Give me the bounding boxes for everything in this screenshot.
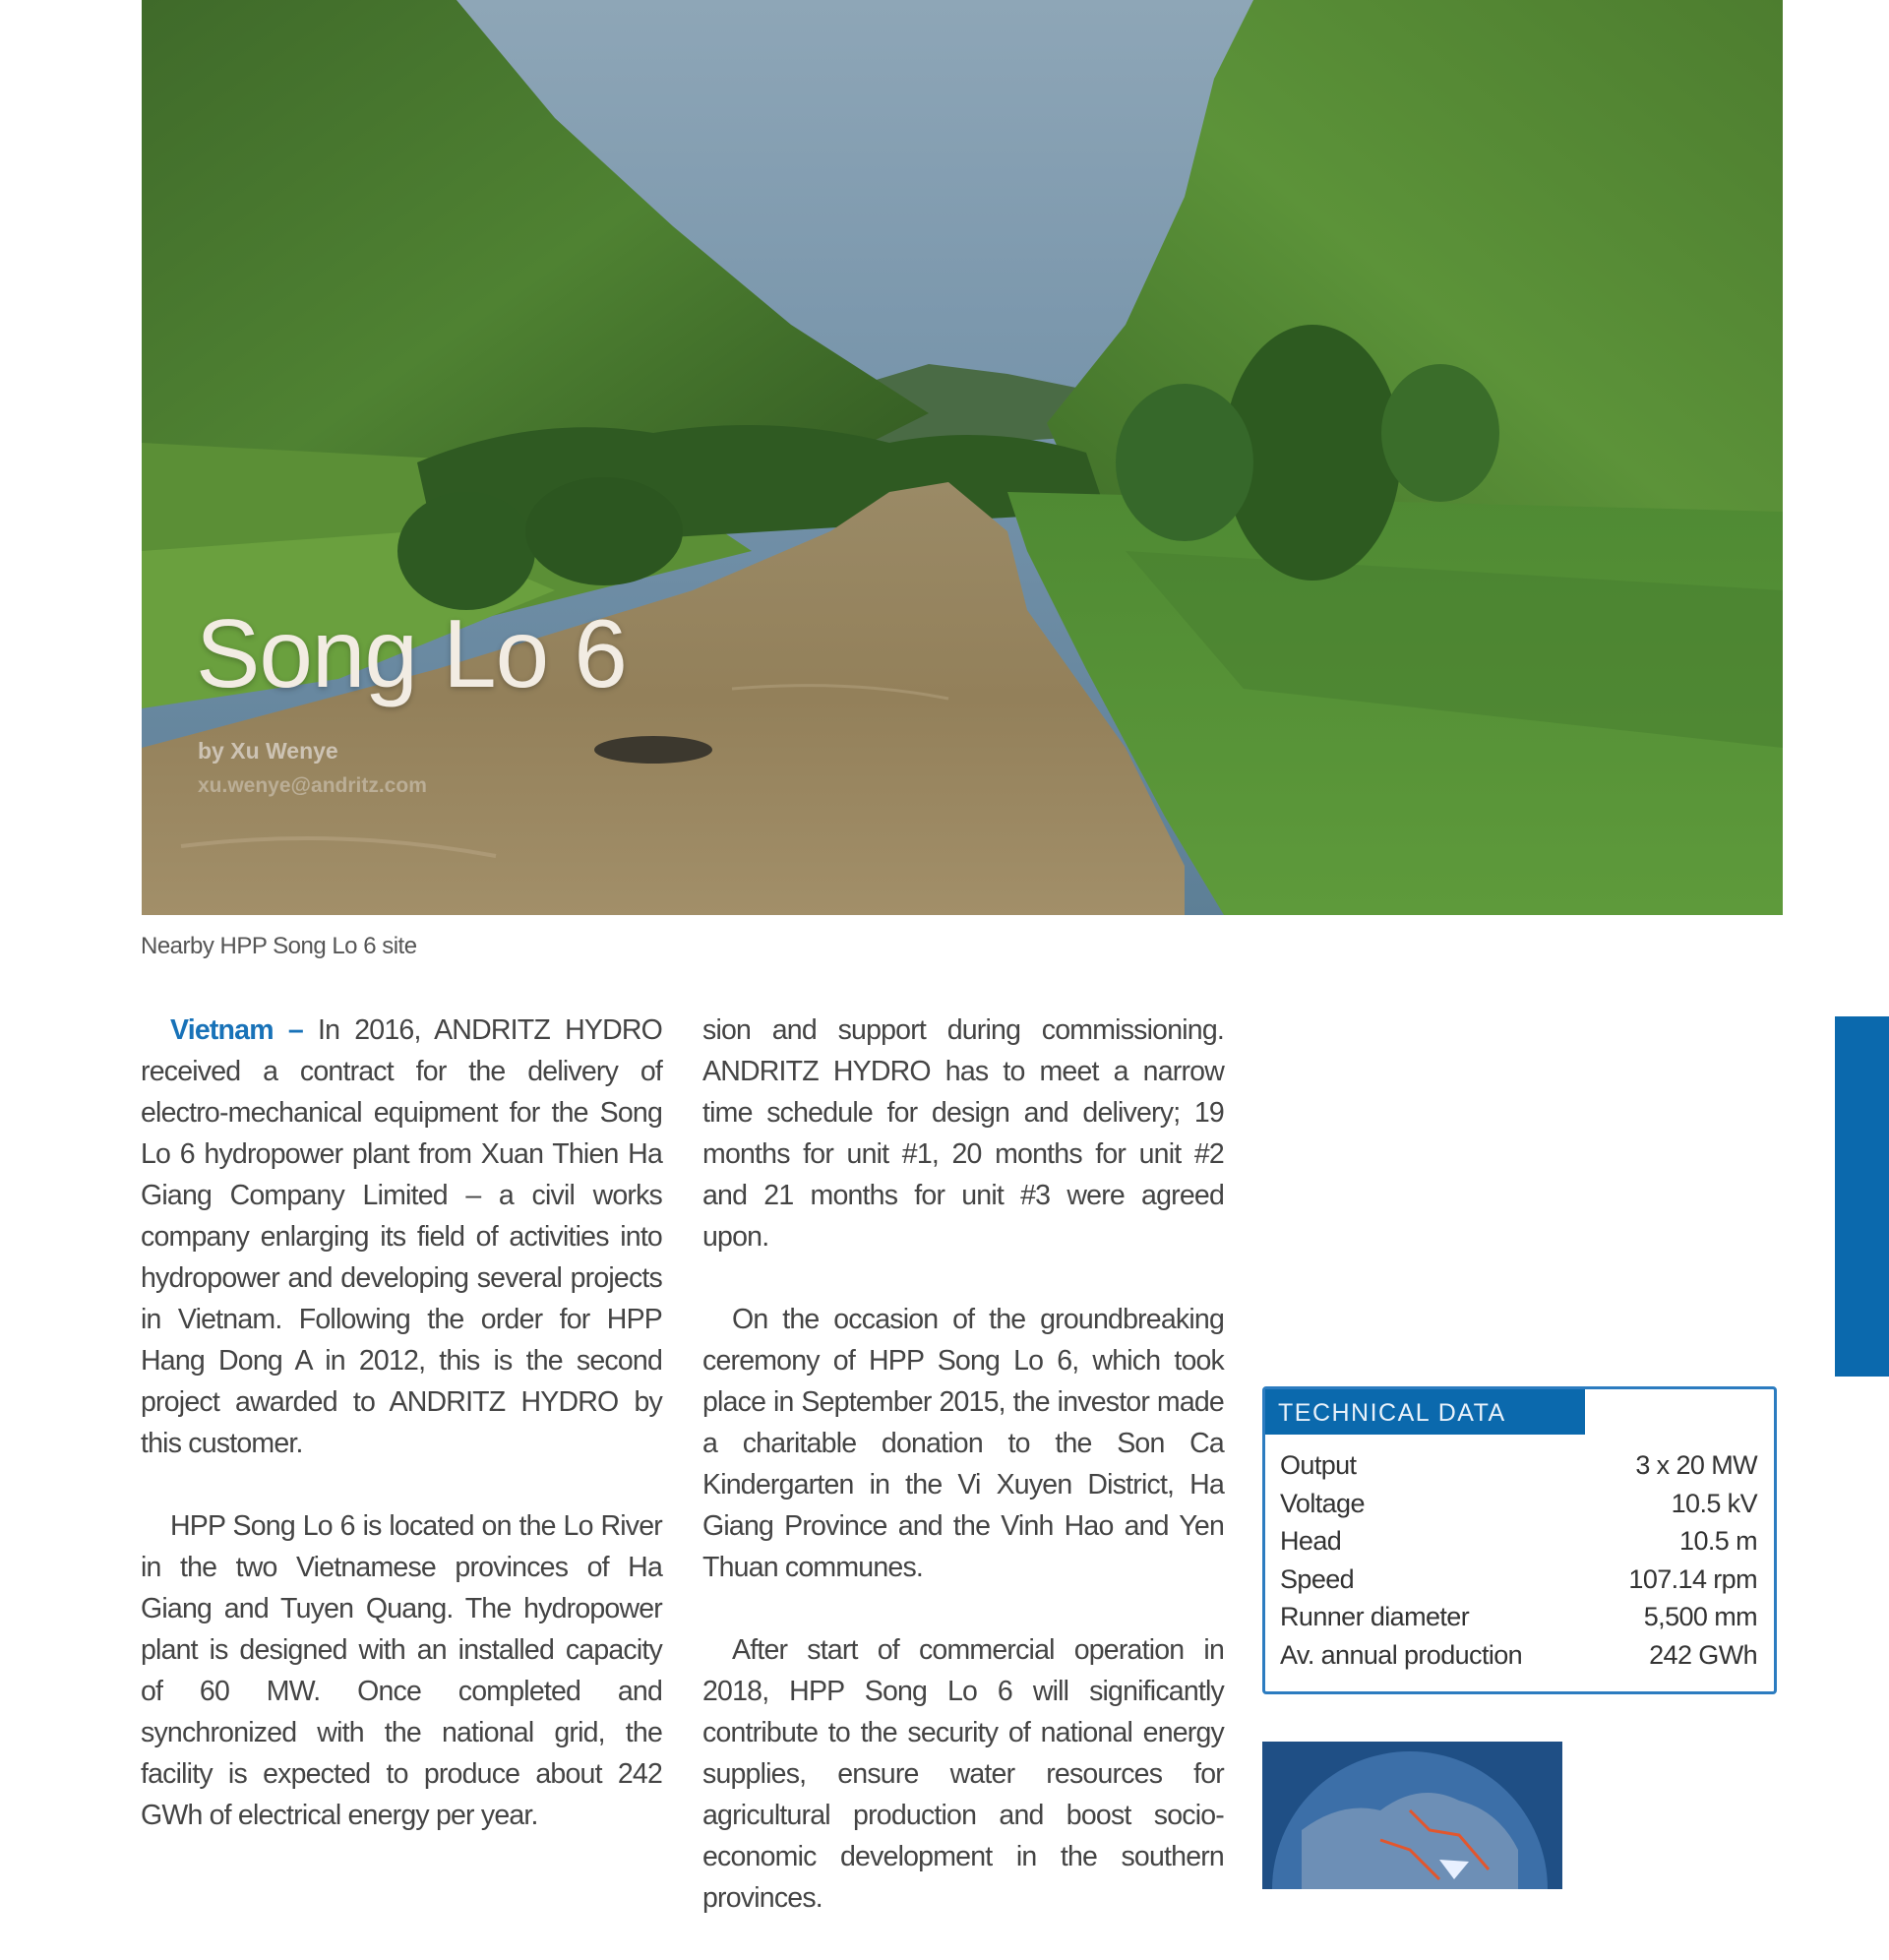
tech-row-head — [1280, 1522, 1757, 1561]
tech-value: 5,500 mm — [1643, 1602, 1757, 1631]
article-column-1 — [141, 1010, 662, 1877]
paragraph: sion and support during commissioning. ANDRITZ HYDRO has to meet a narrow time schedule for design and delivery; 19 months for unit #1, 20 months for unit #2 and 21 months for unit #3 were agreed upon. — [702, 1014, 1224, 1253]
tech-label: Runner diameter — [1280, 1602, 1470, 1631]
article-column-2 — [702, 1010, 1224, 1960]
author-email-link[interactable]: xu.wenye@andritz.com — [198, 774, 427, 797]
location-map — [1262, 1742, 1562, 1889]
technical-data-heading: TECHNICAL DATA — [1265, 1389, 1585, 1435]
tech-value: 242 GWh — [1649, 1639, 1757, 1670]
tech-row-annual-production — [1280, 1636, 1757, 1675]
tech-label: Speed — [1280, 1563, 1355, 1594]
tech-label: Head — [1280, 1526, 1342, 1556]
tech-value: 10.5 kV — [1671, 1488, 1757, 1518]
tech-label: Av. annual production — [1280, 1639, 1523, 1670]
photo-caption: Nearby HPP Song Lo 6 site — [141, 933, 417, 959]
tech-row-runner-diameter — [1280, 1598, 1757, 1636]
section-tab — [1835, 1016, 1889, 1377]
globe-map-icon — [1262, 1742, 1562, 1889]
tech-value: 107.14 rpm — [1628, 1563, 1757, 1594]
hero-photo — [142, 0, 1783, 915]
tech-row-voltage — [1280, 1485, 1757, 1523]
paragraph: HPP Song Lo 6 is located on the Lo River in the two Vietnamese provinces of Ha Giang and Tuyen Quang. The hydropower plant is designed with an installed capacity of 60 MW. Once completed and synchronized with the national grid, the facility is expected to produce about 242 GWh of electrical energy per year. — [141, 1510, 662, 1831]
tech-value: 10.5 m — [1679, 1526, 1757, 1556]
lead-country: Vietnam – — [170, 1014, 303, 1046]
paragraph: On the occasion of the groundbreaking ceremony of HPP Song Lo 6, which took place in September 2015, the investor made a charitable donation to the Son Ca Kindergarten in the Vi Xuyen District, Ha Giang Province and the Vinh Hao and Yen Thuan communes. — [702, 1304, 1224, 1583]
paragraph: After start of commercial operation in 2018, HPP Song Lo 6 will significantly contribute to the security of national energy supplies, ensure water resources for agricultural production and boost socio-economic development in the southern provinces. — [702, 1634, 1224, 1914]
tech-row-output — [1280, 1446, 1757, 1485]
technical-data-table — [1280, 1446, 1757, 1674]
tech-label: Output — [1280, 1450, 1357, 1480]
article-author: by Xu Wenye — [198, 738, 338, 764]
paragraph — [141, 1010, 662, 1464]
article-title: Song Lo 6 — [196, 599, 627, 707]
tech-label: Voltage — [1280, 1488, 1365, 1518]
technical-data-box — [1262, 1386, 1777, 1694]
paragraph-text: In 2016, ANDRITZ HYDRO received a contract for the delivery of electro-mechanical equipment for the Song Lo 6 hydropower plant from Xuan Thien Ha Giang Company Limited – a civil works company enlarging its field of activities into hydropower and developing several projects in Vietnam. Following the order for HPP Hang Dong A in 2012, this is the second project awarded to ANDRITZ HYDRO by this customer. — [141, 1014, 662, 1459]
tech-row-speed — [1280, 1561, 1757, 1599]
tech-value: 3 x 20 MW — [1635, 1450, 1757, 1480]
